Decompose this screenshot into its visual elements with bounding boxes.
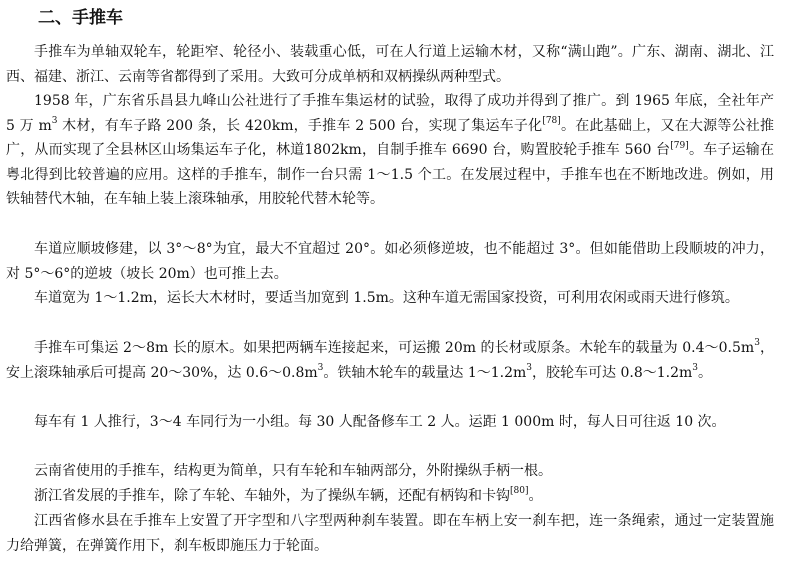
text-run: ，安上滚珠轴承后可提高 20～30%，达 0.6～0.8m bbox=[6, 340, 775, 381]
text-run: 。车子运输在粤北得到比较普遍的应用。这样的手推车，制作一台只需 1～1.5 个工。在发展过程中，手推车也在不断地改进。例如，用铁轴替代木轴，在车轴上装上滚珠轴承，用胶轮代替木轮等。 bbox=[6, 142, 774, 208]
text-run: 。在此基础上，又在大源等公社推广，从而实现了全县林区山场集运车子化，林道1802km，自制手推车 6690 台，购置胶轮手推车 560 台 bbox=[6, 117, 775, 159]
paragraph-jiangxi bbox=[6, 509, 774, 558]
text-run: 每车有 1 人推行，3～4 车同行为一小组。每 30 人配备修车工 2 人。运距 1 000m 时，每人日可往返 10 次。 bbox=[34, 414, 726, 430]
superscript: 3 bbox=[526, 362, 533, 373]
text-run: 。铁轴木轮车的载量达 1～1.2m bbox=[323, 364, 527, 381]
text-run: 1958 年，广东省乐昌县九峰山公社进行了手推车集运材的试验，取得了成功并得到了推广。到 1965 年底，全社年产 5 万 m bbox=[6, 93, 774, 134]
text-run: 。 bbox=[698, 364, 713, 381]
text-run: 。 bbox=[528, 488, 543, 504]
text-run: 手推车为单轴双轮车，轮距窄、轮径小、装载重心低，可在人行道上运输木材，又称“满山跑”。广东、湖南、湖北、江西、福建、浙江、云南等省都得到了采用。大致可分成单柄和双柄操纵两种型式。 bbox=[6, 44, 774, 85]
superscript: [78] bbox=[542, 115, 561, 126]
section-heading: 二、手推车 bbox=[38, 8, 123, 28]
text-run: 手推车可集运 2～8m 长的原木。如果把两辆车连接起来，可运搬 20m 的长材或原条。木轮车的载量为 0.4～0.5m bbox=[34, 340, 755, 356]
superscript: [79] bbox=[670, 140, 689, 151]
text-run: 浙江省发展的手推车，除了车轮、车轴外，为了操纵车辆，还配有柄钩和卡钩 bbox=[34, 488, 510, 504]
text-run: 木材，有车子路 200 条，长 420km，手推车 2 500 台，实现了集运车子化 bbox=[57, 117, 543, 134]
paragraph-yunnan bbox=[6, 459, 774, 484]
text-run: 车道应顺坡修建，以 3°～8°为宜，最大不宜超过 20°。如必须修逆坡，也不能超过 3°。但如能借助上段顺坡的冲力，对 5°～6°的逆坡（坡长 20m）也可推上去。 bbox=[6, 241, 774, 282]
paragraph-slope bbox=[6, 237, 774, 286]
superscript: 3 bbox=[51, 115, 58, 126]
paragraph-intro bbox=[6, 40, 774, 89]
text-run: 车道宽为 1～1.2m，运长大木材时，要适当加宽到 1.5m。这种车道无需国家投资，可利用农闲或雨天进行修筑。 bbox=[34, 290, 739, 306]
paragraph-capacity bbox=[6, 336, 774, 385]
text-run: 云南省使用的手推车，结构更为简单，只有车轮和车轴两部分，外附操纵手柄一根。 bbox=[34, 463, 552, 479]
paragraph-crew bbox=[6, 410, 774, 435]
text-run: ，胶轮车可达 0.8～1.2m bbox=[532, 364, 693, 381]
superscript: [80] bbox=[510, 486, 529, 497]
paragraph-zhejiang bbox=[6, 484, 774, 509]
superscript: 3 bbox=[692, 362, 699, 373]
superscript: 3 bbox=[754, 338, 760, 349]
paragraph-width bbox=[6, 286, 774, 311]
superscript: 3 bbox=[317, 362, 324, 373]
paragraph-history bbox=[6, 89, 774, 212]
text-run: 江西省修水县在手推车上安置了开字型和八字型两种刹车装置。即在车柄上安一刹车把，连一条绳索，通过一定装置施力给弹簧，在弹簧作用下，刹车板即施压力于轮面。 bbox=[6, 513, 774, 554]
